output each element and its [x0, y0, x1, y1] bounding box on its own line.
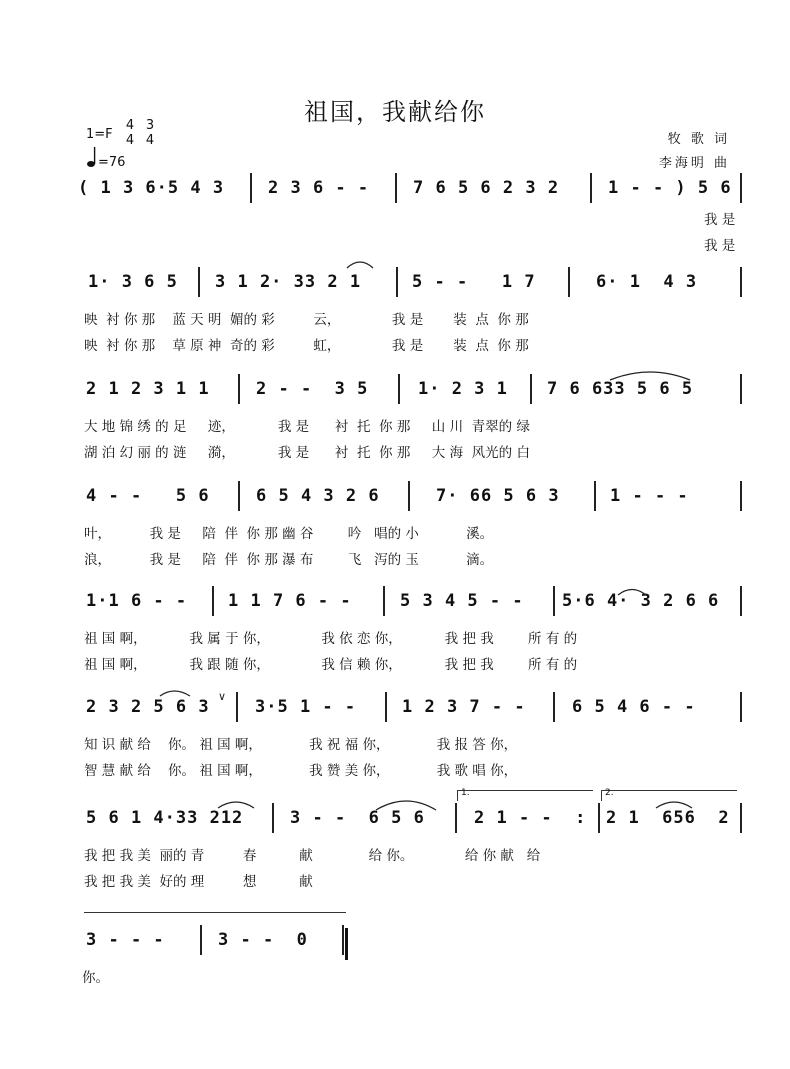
lyric-line: 叶， 我 是 陪 伴 你 那 幽 谷 吟 唱的 小 溪。: [84, 526, 494, 542]
measure-notes: 2 1 656 2: [606, 808, 730, 828]
slur: [160, 691, 190, 696]
lyric-line: 湖 泊 幻 丽 的 涟 漪， 我 是 衬 托 你 那 大 海 风光的 白: [84, 445, 530, 461]
slur: [347, 262, 373, 268]
measure-notes: 3·5 1 - -: [255, 697, 357, 717]
time-sig-b-top: 3: [145, 118, 155, 133]
lyric-line: 映 衬 你 那 蓝 天 明 媚的 彩 云， 我 是 装 点 你 那: [84, 312, 529, 328]
measure-notes: 7 6 5 6 2 3 2: [413, 178, 560, 198]
measure-notes: 1 - - ) 5 6: [608, 178, 732, 198]
time-sig-a-top: 4: [125, 118, 135, 133]
measure-notes: 5 3 4 5 - -: [400, 591, 524, 611]
measure-notes: 2 1 2 3 1 1: [86, 379, 210, 399]
time-sig-b-bottom: 4: [145, 133, 155, 148]
lyric-line: 智 慧 献 给 你。 祖 国 啊， 我 赞 美 你， 我 歌 唱 你，: [84, 763, 518, 779]
key-signature: 1=F: [86, 127, 113, 142]
lyric-line: 我 是: [704, 212, 736, 228]
lyric-line: 浪， 我 是 陪 伴 你 那 瀑 布 飞 泻的 玉 滴。: [84, 552, 494, 568]
lyric-line: 我 是: [704, 238, 736, 254]
measure-notes: 1· 3 6 5: [88, 272, 178, 292]
measure-notes: 4 - - 5 6: [86, 486, 210, 506]
measure-notes: 7 6 633 5 6 5: [547, 379, 694, 399]
measure-notes: 5·6 4· 3 2 6 6: [562, 591, 720, 611]
slur: [376, 801, 436, 810]
measure-notes: 2 - - 3 5: [256, 379, 369, 399]
tempo-marking: =76: [98, 155, 126, 170]
lyricist-credit: 牧 歌 词: [667, 132, 730, 147]
measure-notes: 6· 1 4 3: [596, 272, 698, 292]
slur: [218, 802, 254, 808]
measure-notes: 5 6 1 4·33 212: [86, 808, 244, 828]
measure-notes: 1 - - -: [610, 486, 689, 506]
measure-notes: 5 - - 1 7: [412, 272, 536, 292]
slur: [618, 590, 646, 596]
measure-notes: 1·1 6 - -: [86, 591, 188, 611]
measure-notes: 3 - - 0: [218, 930, 308, 950]
slur: [656, 802, 692, 808]
measure-notes: 2 1 - - :: [474, 808, 587, 828]
measure-notes: 2 3 2 5 6 3: [86, 697, 210, 717]
lyric-line: 祖 国 啊， 我 属 于 你， 我 依 恋 你， 我 把 我 所 有 的: [84, 631, 578, 647]
measure-notes: 3 - - -: [86, 930, 165, 950]
measure-notes: 3 - - 6 5 6: [290, 808, 425, 828]
lyric-line: 祖 国 啊， 我 跟 随 你， 我 信 赖 你， 我 把 我 所 有 的: [84, 657, 578, 673]
measure-notes: 6 5 4 3 2 6: [256, 486, 380, 506]
measure-notes: 3 1 2· 33 2 1: [215, 272, 362, 292]
time-sig-a-bottom: 4: [125, 133, 135, 148]
measure-notes: 6 5 4 6 - -: [572, 697, 696, 717]
measure-notes: 1 2 3 7 - -: [402, 697, 526, 717]
lyric-line: 知 识 献 给 你。 祖 国 啊， 我 祝 福 你， 我 报 答 你，: [84, 737, 518, 753]
lyric-line: 我 把 我 美 好的 理 想 献: [84, 874, 313, 890]
measure-notes: 1 1 7 6 - -: [228, 591, 352, 611]
lyric-line: 大 地 锦 绣 的 足 迹， 我 是 衬 托 你 那 山 川 青翠的 绿: [84, 419, 530, 435]
lyric-line: 映 衬 你 那 草 原 神 奇的 彩 虹， 我 是 装 点 你 那: [84, 338, 529, 354]
lyric-line: 你。: [82, 970, 109, 986]
breath-mark: ∨: [218, 690, 227, 703]
lyric-line: 我 把 我 美 丽的 青 春 献 给 你。 给 你 献 给: [84, 848, 541, 864]
slur: [610, 372, 690, 380]
volta-label: 1.: [461, 788, 470, 798]
measure-notes: ( 1 3 6·5 4 3: [78, 178, 225, 198]
measure-notes: 7· 66 5 6 3: [436, 486, 560, 506]
composer-credit: 李海明 曲: [658, 156, 730, 171]
volta-label: 2.: [605, 788, 614, 798]
page-title: 祖国，我献给你: [304, 98, 486, 126]
measure-notes: 1· 2 3 1: [418, 379, 508, 399]
measure-notes: 2 3 6 - -: [268, 178, 370, 198]
